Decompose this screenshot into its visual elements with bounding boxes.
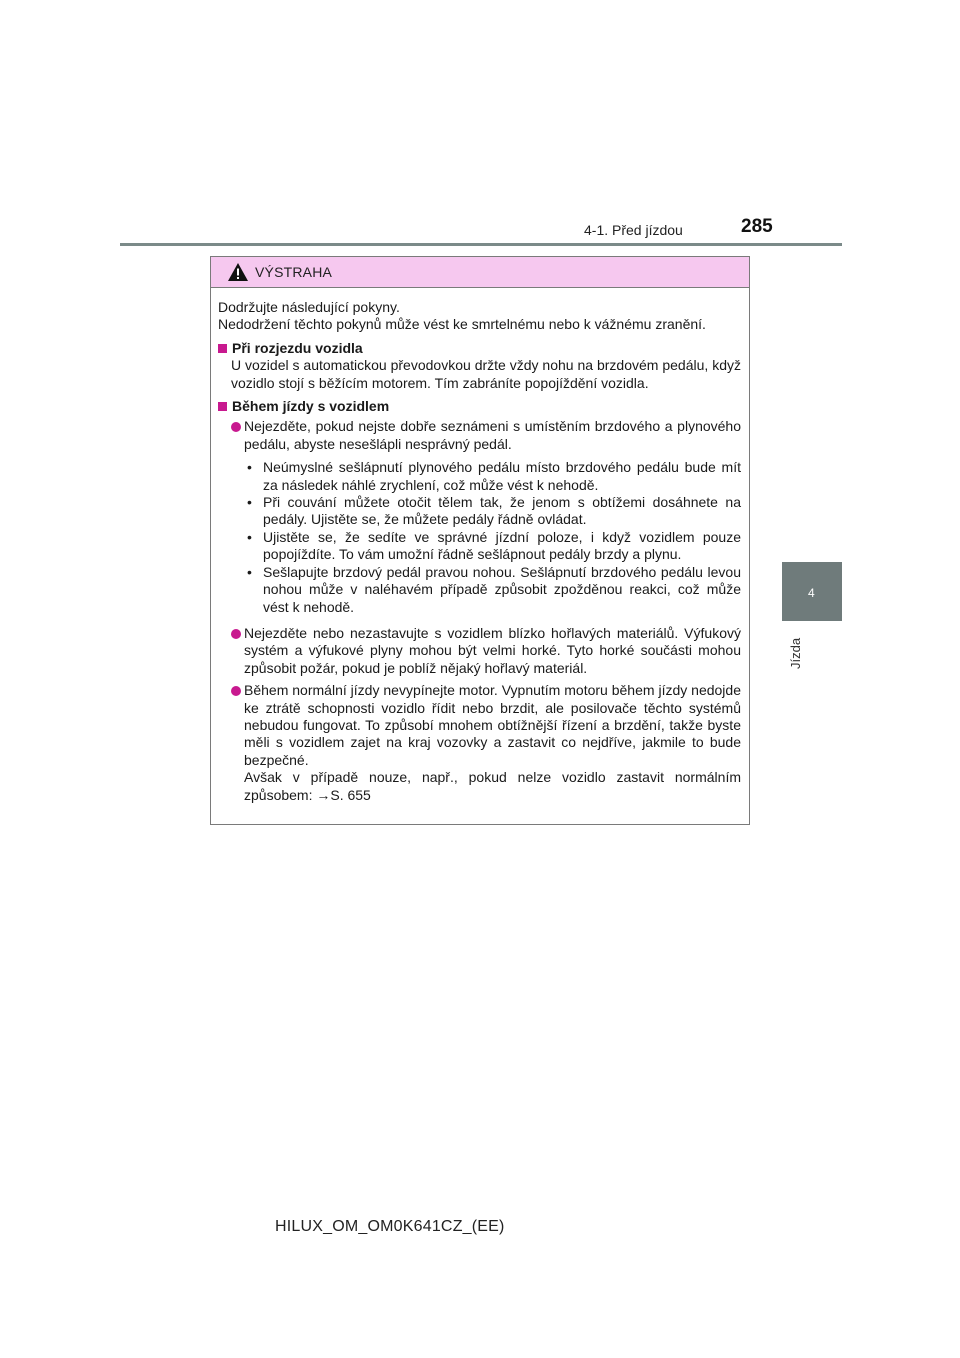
page-reference[interactable]: Avšak v případě nouze, např., pokud nelze vozidlo zastavit normálním způsobem: →S. 655 [244,769,741,803]
chapter-number: 4 [808,586,815,600]
bullet-text: Nejezděte, pokud nejste dobře seznámeni s umístěním brzdového a plynového pedálu, abyste nesešlápli nesprávný pedál. [244,418,741,452]
sub-item-text: Ujistěte se, že sedíte ve správné jízdní poloze, i když vozidlem pouze popojíždíte. To vám umožní řádně sešlápnout pedály brzdy a plynu. [263,528,741,563]
chapter-label [788,631,802,671]
sub-item-text: Při couvání můžete otočit tělem tak, že jenom s obtížemi dosáhnete na pedály. Ujistěte se, že můžete pedály řádně ovládat. [263,494,741,528]
sub-item [244,529,741,564]
sub-bullet-icon: • [247,528,252,545]
bullet-text: Nejezděte nebo nezastavujte s vozidlem blízko hořlavých materiálů. Výfukový systém a výfukové plyny mohou být velmi horké. Tyto horké součásti mohou způsobit požár, pokud je poblíž nějaký hořlavý materiál. [244,624,741,676]
chapter-tab [782,562,842,621]
section-title: 4-1. Před jízdou [584,222,683,238]
section-heading: Při rozjezdu vozidla [232,339,363,356]
warning-triangle-icon [227,262,249,282]
sub-item-text: Neúmyslné sešlápnutí plynového pedálu místo brzdového pedálu bude mít za následek náhlé zrychlení, což může vést k nehodě. [263,459,741,493]
header-rule [120,243,842,246]
warning-header [211,257,749,288]
chapter-label-text: Jízda [788,637,803,669]
list-item [231,682,741,804]
square-bullet-icon [218,402,227,411]
sub-bullet-icon: • [247,563,252,580]
warning-body [211,288,749,804]
circle-bullet-icon [231,422,241,432]
section-heading: Během jízdy s vozidlem [232,398,390,415]
circle-bullet-icon [231,629,241,639]
sub-item [244,494,741,529]
circle-bullet-icon [231,686,241,696]
intro-line: Dodržujte následující pokyny. [218,299,400,315]
bullet-text: Během normální jízdy nevypínejte motor. Vypnutím motoru během jízdy nedojde ke ztrátě schopnosti vozidlo řídit nebo brzdit, ale posilovače těchto systémů nebudou fungovat. To způsobí mnohem obtížnější řízení a brzdění, takže byste měli s vozidlem zajet na kraj vozovky a zastavit co nejdříve, jakmile to bude bezpečné. [244,682,741,768]
sub-item [244,459,741,494]
section-text: U vozidel s automatickou převodovkou držte vždy nohu na brzdovém pedálu, když vozidlo stojí s běžícím motorem. Tím zabráníte popojíždění vozidla. [231,357,741,391]
bullet-list [231,418,741,804]
sub-item-text: Sešlapujte brzdový pedál pravou nohou. Sešlápnutí brzdového pedálu levou nohou může v naléhavém případě způsobit zpožděnou reakci, což může vést k nehodě. [263,563,741,615]
document-code: HILUX_OM_OM0K641CZ_(EE) [275,1218,505,1235]
sub-bullet-icon: • [247,494,252,511]
intro-line: Nedodržení těchto pokynů může vést ke smrtelnému nebo k vážnému zranění. [218,316,706,333]
square-bullet-icon [218,344,227,353]
warning-box [210,256,750,825]
sub-item [244,564,741,616]
sub-list [244,459,741,616]
warning-title: VÝSTRAHA [255,264,333,280]
sub-bullet-icon: • [247,459,252,476]
warning-intro [218,299,741,334]
section-starting [218,340,741,392]
list-item [231,418,741,619]
page-number: 285 [741,216,773,237]
list-item [231,625,741,677]
section-driving [218,398,741,804]
